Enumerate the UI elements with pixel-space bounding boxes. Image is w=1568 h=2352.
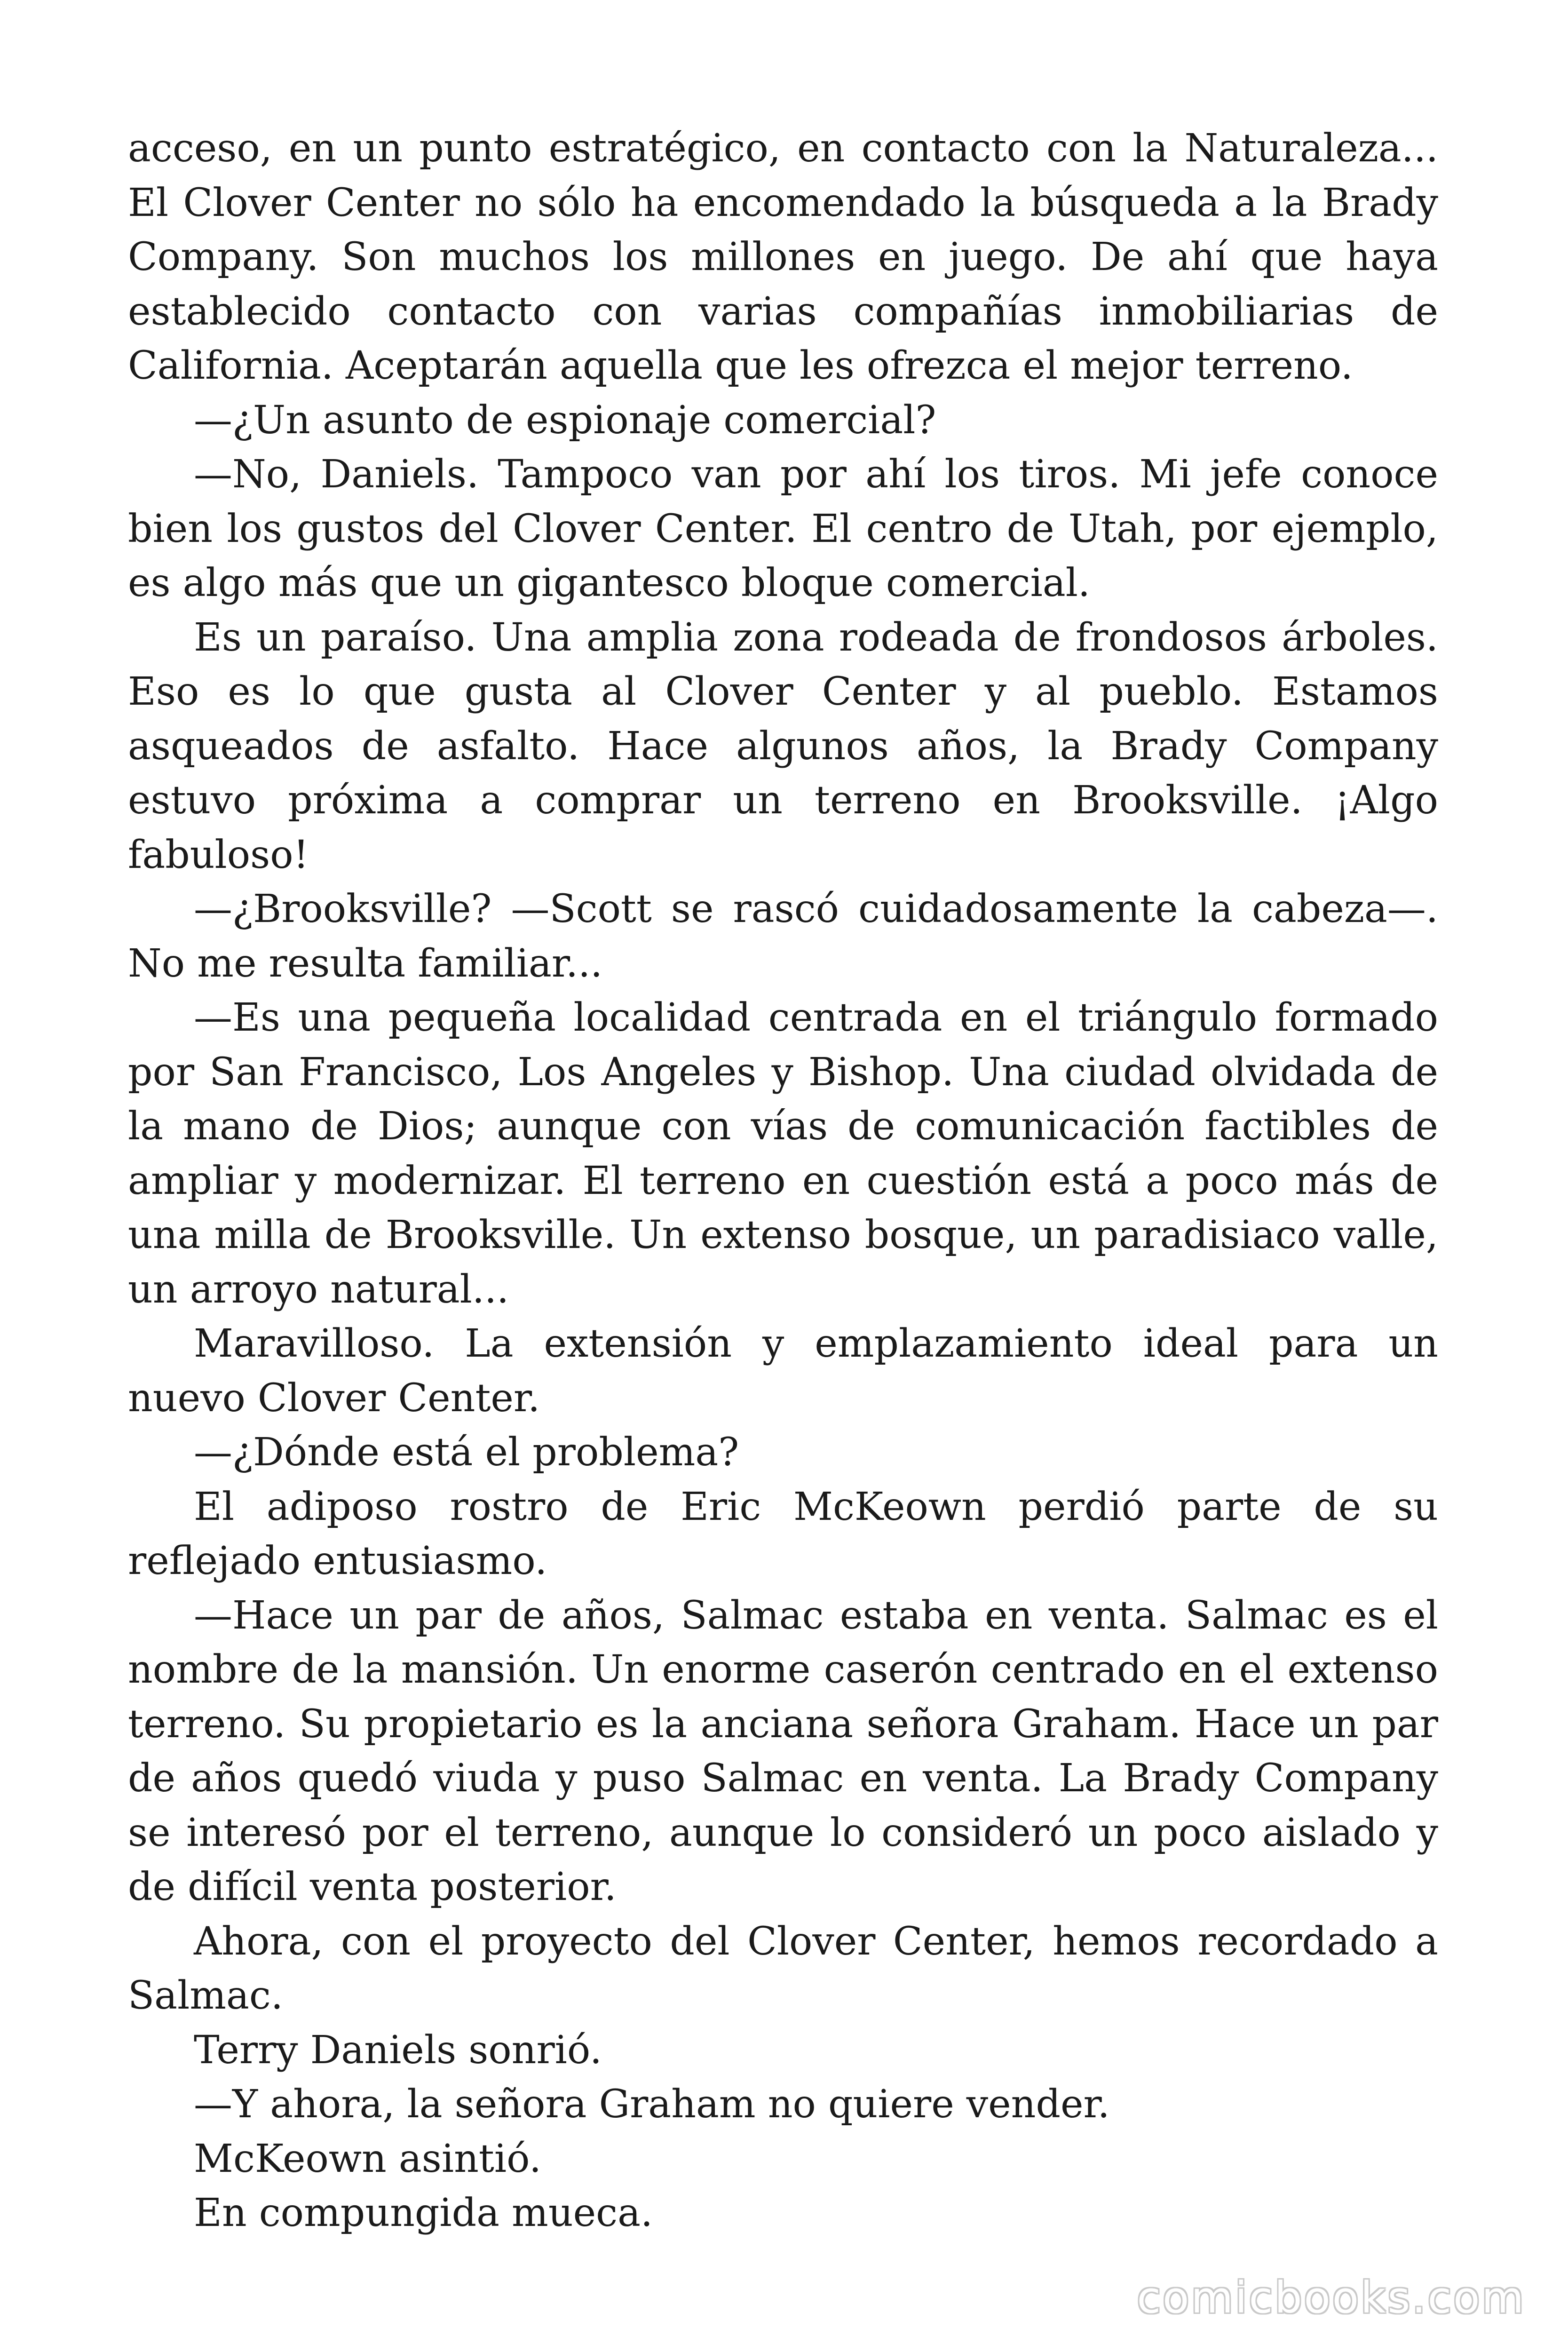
paragraph-4: Es un paraíso. Una amplia zona rodeada de frondosos árboles. Eso es lo que gusta al Clover Center y al pueblo. Estamos asqueados de asfalto. Hace algunos años, la Brady Company estuvo próxima a comprar un terreno en Brooksville. ¡Algo fabuloso! [128, 615, 1438, 877]
paragraph-14: McKeown asintió. [194, 2136, 542, 2181]
paragraph-15: En compungida mueca. [194, 2191, 653, 2235]
document-page [128, 121, 1438, 2241]
paragraph-7: Maravilloso. La extensión y emplazamiento ideal para un nuevo Clover Center. [128, 1321, 1438, 1421]
watermark: comicbooks.com [1137, 2273, 1526, 2323]
paragraph-1: acceso, en un punto estratégico, en contacto con la Naturaleza... El Clover Center no sólo ha encomendado la búsqueda a la Brady Company. Son muchos los millones en juego. De ahí que haya establecido contacto con varias compañías inmobiliarias de California. Aceptarán aquella que les ofrezca el mejor terreno. [128, 126, 1438, 388]
paragraph-2: —¿Un asunto de espionaje comercial? [194, 397, 936, 443]
paragraph-11: Ahora, con el proyecto del Clover Center, hemos recordado a Salmac. [128, 1919, 1438, 2018]
paragraph-9: El adiposo rostro de Eric McKeown perdió parte de su reflejado entusiasmo. [128, 1484, 1438, 1583]
paragraph-5: —¿Brooksville? —Scott se rascó cuidadosamente la cabeza—. No me resulta familiar... [128, 887, 1438, 986]
paragraph-3: —No, Daniels. Tampoco van por ahí los tiros. Mi jefe conoce bien los gustos del Clover Center. El centro de Utah, por ejemplo, es algo más que un gigantesco bloque comercial. [128, 452, 1438, 605]
paragraph-6: —Es una pequeña localidad centrada en el triángulo formado por San Francisco, Los Angeles y Bishop. Una ciudad olvidada de la mano de Dios; aunque con vías de comunicación factibles de ampliar y modernizar. El terreno en cuestión está a poco más de una milla de Brooksville. Un extenso bosque, un paradisiaco valle, un arroyo natural... [128, 995, 1438, 1312]
paragraph-12: Terry Daniels sonrió. [194, 2027, 602, 2073]
paragraph-10: —Hace un par de años, Salmac estaba en venta. Salmac es el nombre de la mansión. Un enorme caserón centrado en el extenso terreno. Su propietario es la anciana señora Graham. Hace un par de años quedó viuda y puso Salmac en venta. La Brady Company se interesó por el terreno, aunque lo consideró un poco aislado y de difícil venta posterior. [128, 1593, 1438, 1909]
paragraph-8: —¿Dónde está el problema? [194, 1430, 739, 1475]
paragraph-13: —Y ahora, la señora Graham no quiere vender. [194, 2082, 1110, 2127]
